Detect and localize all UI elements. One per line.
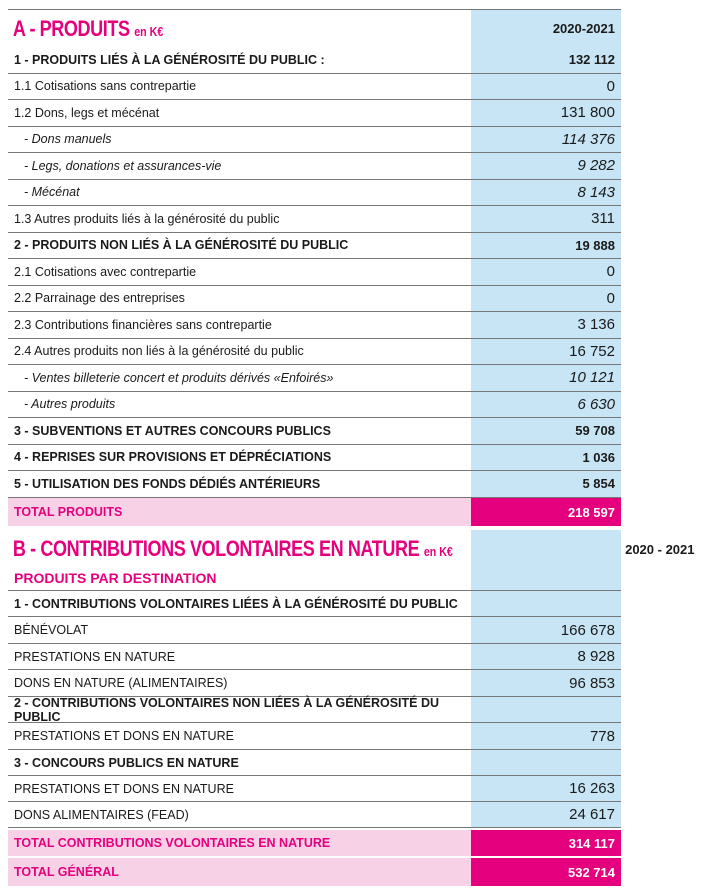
row-label: DONS EN NATURE (ALIMENTAIRES) — [14, 676, 228, 690]
destination-label: PRODUITS PAR DESTINATION — [14, 570, 217, 586]
table-row — [8, 339, 621, 366]
row-label: 2.4 Autres produits non liés à la générosité du public — [14, 344, 304, 359]
row-label: 2.3 Contributions financières sans contrepartie — [14, 317, 272, 332]
row-label: BÉNÉVOLAT — [14, 623, 89, 637]
table-row — [8, 74, 621, 101]
row-value: 0 — [606, 289, 615, 307]
row-label: 1 - CONTRIBUTIONS VOLONTAIRES LIÉES À LA GÉNÉROSITÉ DU PUBLIC — [14, 596, 458, 611]
row-value: 0 — [606, 77, 615, 95]
table-row — [8, 127, 621, 154]
row-value: 166 678 — [560, 621, 615, 639]
row-label: - Mécénat — [24, 185, 80, 200]
table-row — [8, 644, 621, 670]
row-label: 2.1 Cotisations avec contrepartie — [14, 264, 197, 279]
row-value: 10 121 — [569, 369, 615, 387]
row-label: - Autres produits — [24, 397, 116, 412]
table-row — [8, 47, 621, 74]
row-value: 6 630 — [577, 395, 615, 413]
row-value: 16 752 — [569, 342, 615, 360]
row-value: 9 282 — [577, 157, 615, 175]
table-row — [8, 697, 621, 723]
section-b-header — [8, 532, 695, 566]
table-row — [8, 180, 621, 207]
table-row — [8, 312, 621, 339]
row-value: 5 854 — [582, 476, 615, 492]
table-row — [8, 286, 621, 313]
row-label: 2 - PRODUITS NON LIÉS À LA GÉNÉROSITÉ DU PUBLIC — [14, 238, 349, 253]
table-row — [8, 776, 621, 802]
row-label: 4 - REPRISES SUR PROVISIONS ET DÉPRÉCIATIONS — [14, 450, 332, 465]
destination-row — [8, 566, 621, 591]
total-general-label: TOTAL GÉNÉRAL — [8, 858, 471, 886]
table-row — [8, 445, 621, 472]
table-row — [8, 471, 621, 498]
table-row — [8, 259, 621, 286]
total-contributions-value: 314 117 — [471, 830, 621, 856]
section-a-unit: en K€ — [134, 23, 164, 39]
table-row — [8, 802, 621, 828]
row-value: 24 617 — [569, 806, 615, 823]
table-row — [8, 750, 621, 776]
section-b-unit: en K€ — [423, 544, 453, 559]
row-label: DONS ALIMENTAIRES (FEAD) — [14, 807, 189, 822]
row-label: 2.2 Parrainage des entreprises — [14, 291, 185, 306]
row-value: 778 — [589, 727, 615, 745]
row-value: 131 800 — [560, 104, 615, 122]
row-label: 3 - CONCOURS PUBLICS EN NATURE — [14, 755, 239, 770]
row-label: 1.2 Dons, legs et mécénat — [14, 105, 160, 120]
row-label: 3 - SUBVENTIONS ET AUTRES CONCOURS PUBLICS — [14, 423, 331, 438]
row-label: 1 - PRODUITS LIÉS À LA GÉNÉROSITÉ DU PUBLIC : — [14, 52, 325, 67]
table-row — [8, 100, 621, 127]
row-value: 16 263 — [569, 780, 615, 797]
row-value: 96 853 — [569, 674, 615, 692]
row-label: PRESTATIONS ET DONS EN NATURE — [14, 729, 234, 743]
row-value: 8 928 — [577, 648, 615, 665]
row-label: - Legs, donations et assurances-vie — [24, 158, 222, 173]
total-contributions-row — [8, 830, 621, 858]
table-row — [8, 723, 621, 750]
row-value: 3 136 — [577, 316, 615, 334]
table-row — [8, 365, 621, 392]
row-value: 0 — [606, 263, 615, 281]
section-b-title — [8, 536, 453, 562]
table-row — [8, 418, 621, 445]
total-produits-label: TOTAL PRODUITS — [8, 498, 471, 526]
table-row — [8, 233, 621, 260]
table-row — [8, 591, 621, 617]
section-a-year: 2020-2021 — [552, 21, 615, 36]
section-b-year: 2020 - 2021 — [625, 541, 695, 557]
section-a-title-text: A - PRODUITS — [12, 15, 130, 41]
row-value: 19 888 — [575, 237, 615, 253]
section-a-title — [8, 16, 388, 42]
table-row — [8, 153, 621, 180]
row-label: PRESTATIONS EN NATURE — [14, 649, 176, 664]
total-produits-value: 218 597 — [471, 498, 621, 526]
table-row — [8, 617, 621, 644]
total-general-row — [8, 858, 621, 886]
row-label: - Dons manuels — [24, 132, 112, 147]
row-label: - Ventes billeterie concert et produits dérivés «Enfoirés» — [24, 370, 334, 385]
row-label: 2 - CONTRIBUTIONS VOLONTAIRES NON LIÉES À LA GÉNÉROSITÉ DU PUBLIC — [14, 695, 440, 724]
row-value: 311 — [591, 210, 615, 228]
row-value: 132 112 — [568, 52, 615, 68]
total-contributions-label: TOTAL CONTRIBUTIONS VOLONTAIRES EN NATURE — [8, 830, 471, 856]
row-value: 59 708 — [575, 423, 615, 439]
row-label: 1.1 Cotisations sans contrepartie — [14, 79, 197, 94]
section-a-header — [8, 10, 621, 47]
table-row — [8, 670, 621, 697]
row-value: 114 376 — [561, 130, 615, 148]
row-label: PRESTATIONS ET DONS EN NATURE — [14, 781, 234, 796]
section-b-title-text: B - CONTRIBUTIONS VOLONTAIRES EN NATURE — [12, 536, 420, 561]
total-produits-row — [8, 498, 621, 526]
row-label: 1.3 Autres produits liés à la générosité du public — [14, 211, 280, 226]
table-row — [8, 206, 621, 233]
table-row — [8, 392, 621, 419]
total-general-value: 532 714 — [471, 858, 621, 886]
row-label: 5 - UTILISATION DES FONDS DÉDIÉS ANTÉRIEURS — [14, 476, 321, 491]
row-value: 1 036 — [582, 449, 615, 465]
row-value: 8 143 — [577, 183, 615, 201]
